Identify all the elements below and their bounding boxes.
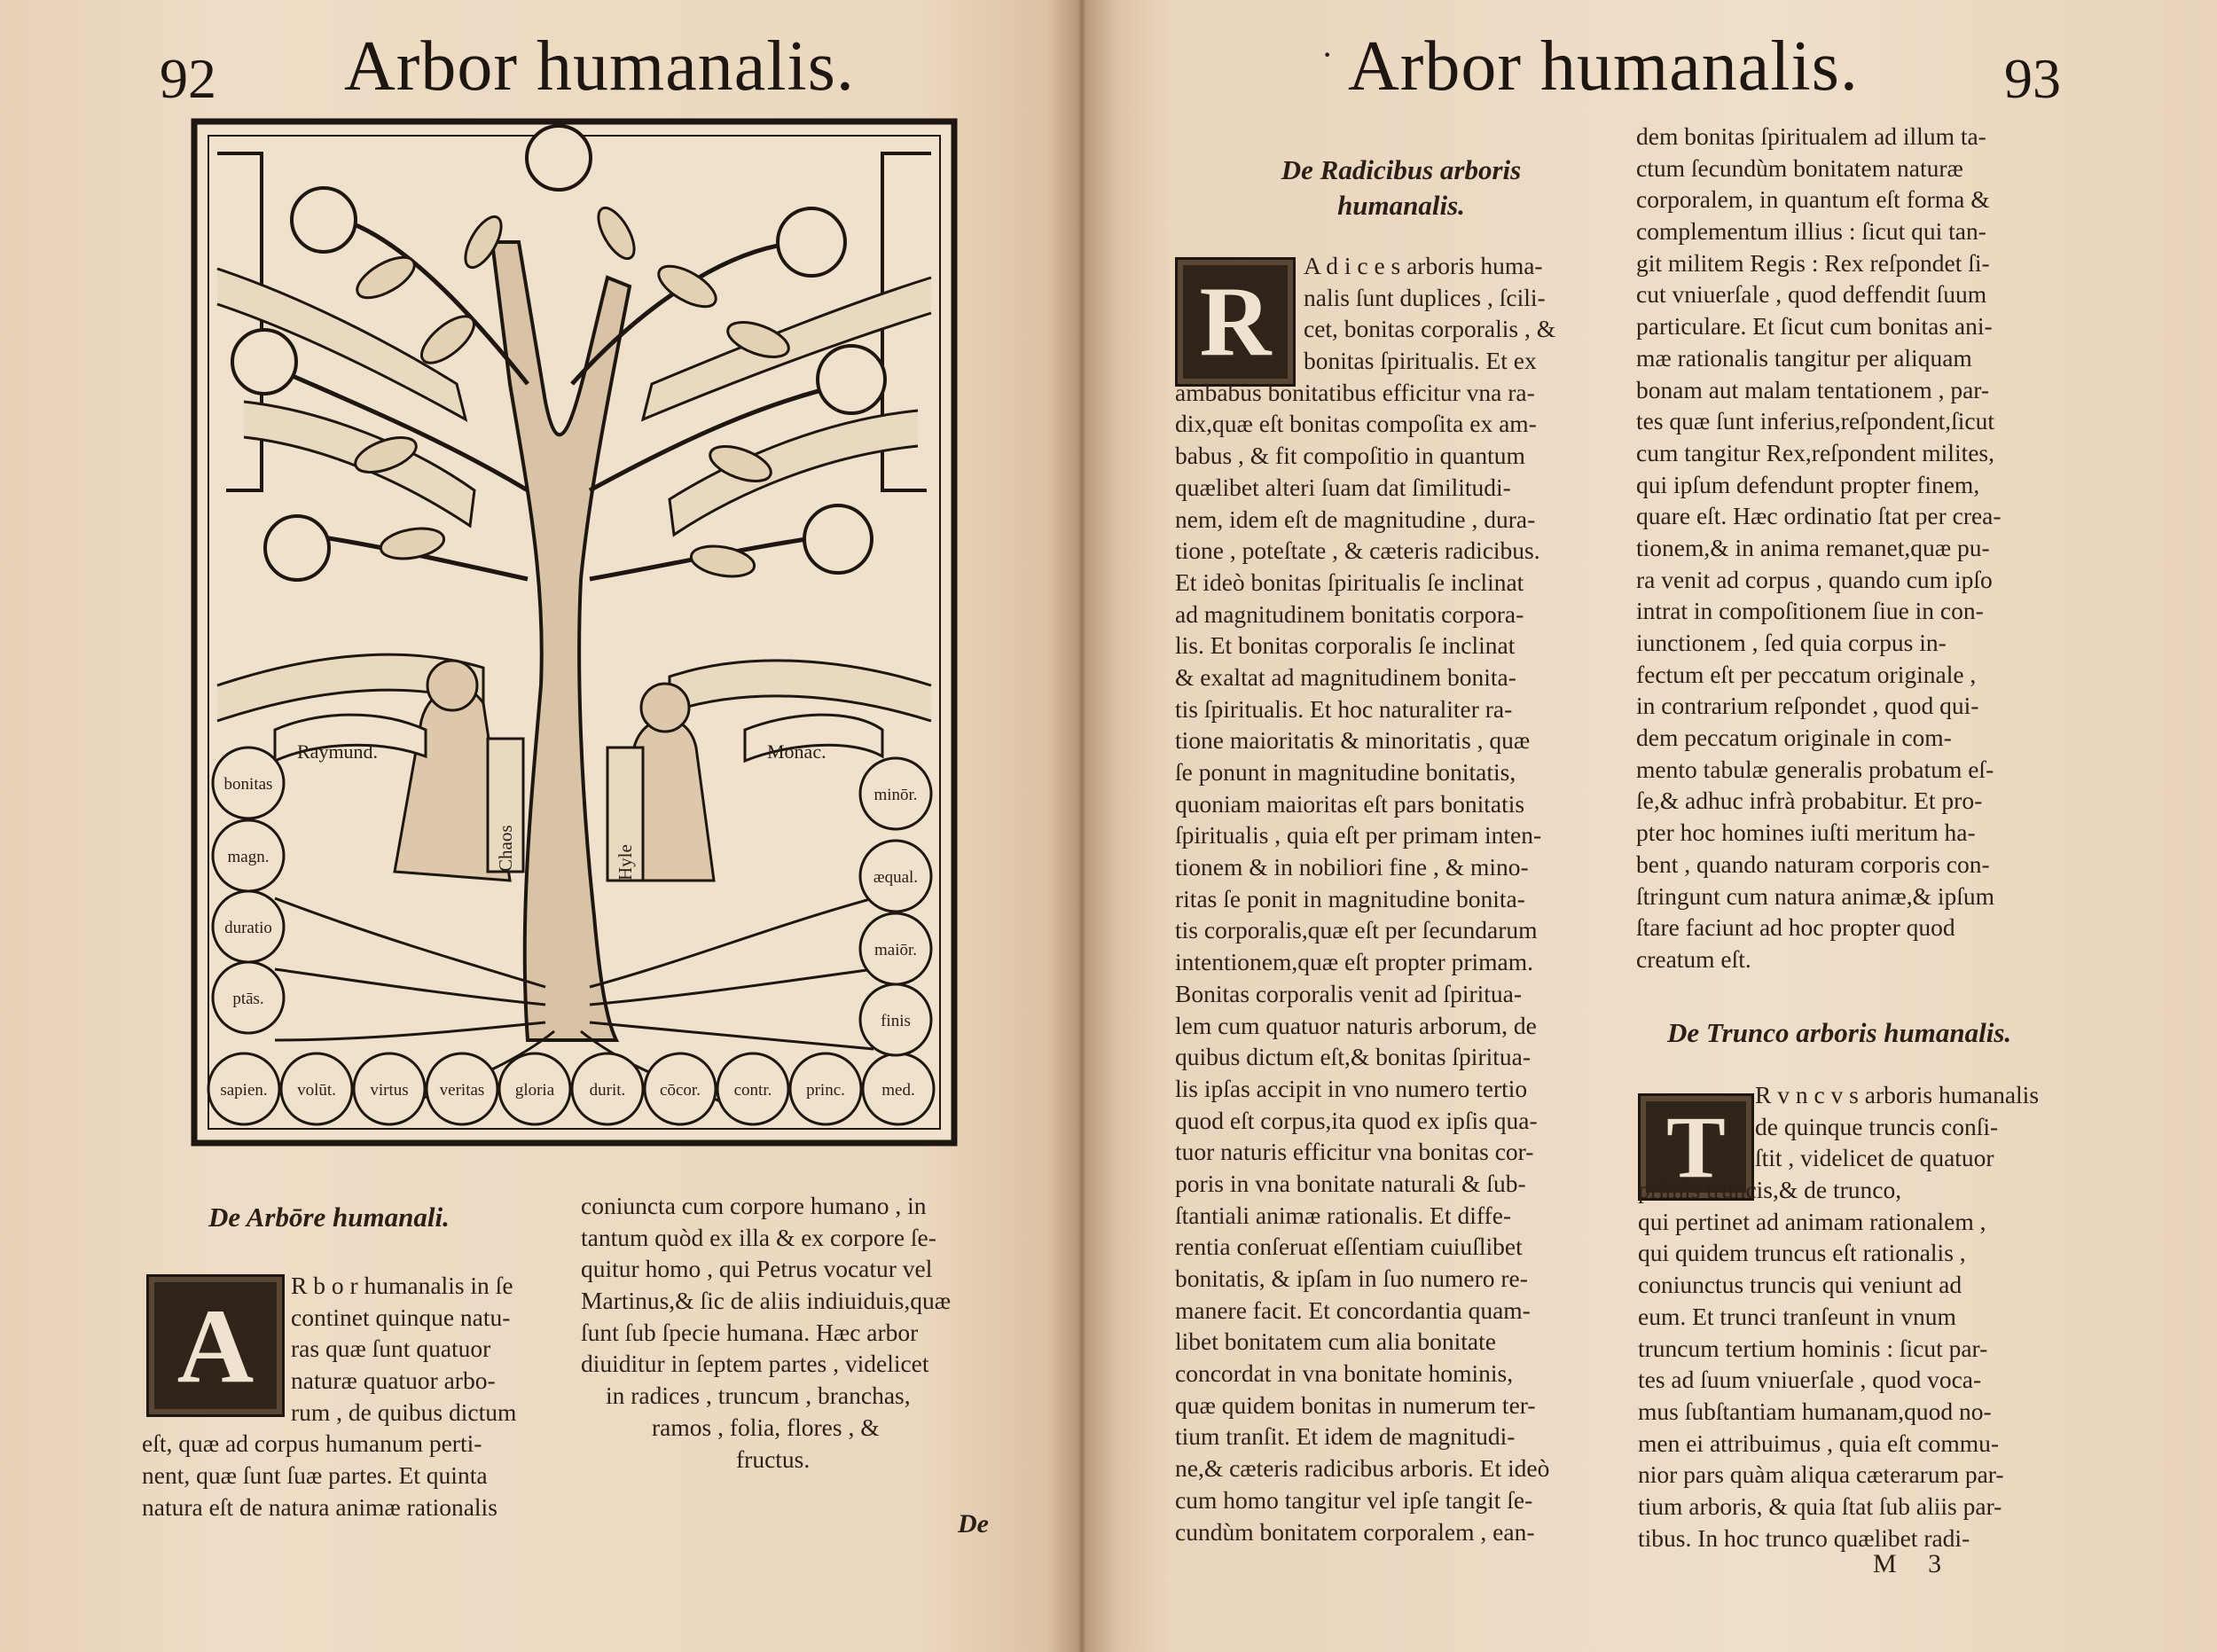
woodcut-circle-label: princ. [806,1081,845,1100]
text-line: coniuncta cum corpore humano , in [581,1192,927,1219]
text-line: dem peccatum originale in com- [1636,724,1952,752]
page-number-left: 92 [160,47,216,110]
text-line: Bonitas corporalis venit ad ſpiritua- [1175,979,1523,1007]
text-line: tuor naturis efficitur vna bonitas cor- [1175,1138,1534,1166]
text-line: men ei attribuimus , quia eſt commu- [1638,1429,2000,1457]
text-line: rentia conſeruat eſſentiam cuiuſlibet [1175,1233,1523,1261]
text-line: tione maioritatis & minoritatis , quæ [1175,726,1531,755]
woodcut-circle-label: finis [881,1012,911,1030]
text-line: nalis ſunt duplices , ſcili- [1304,283,1546,311]
text-line: in contrarium reſpondet , quod qui- [1636,692,1979,720]
text-line: ctum ſecundùm bonitatem naturæ [1636,153,1963,182]
woodcut-label-chaos: Chaos [495,825,516,872]
text-line: lem cum quatuor naturis arborum, de [1175,1011,1537,1039]
text-line: quare eſt. Hæc ordinatio ſtat per crea- [1636,502,2002,530]
text-line: lis ipſas accipit in vno numero tertio [1175,1074,1528,1102]
right-column-2-bottom [1638,1079,2039,1554]
text-line: bonitatis, & ipſam in ſuo numero re- [1175,1264,1528,1292]
text-line: intrat in compoſitionem ſiue in con- [1636,597,1984,625]
text-line: quoniam maioritas eſt pars bonitatis [1175,789,1525,818]
text-line: nent, quæ ſunt ſuæ partes. Et quinta [142,1461,488,1490]
text-line: tes quæ ſunt inferius,reſpondent,ſicut [1636,407,1995,435]
text-line: cum homo tangitur vel ipſe tangit ſe- [1175,1485,1533,1514]
text-line: truncum tertium hominis : ſicut par- [1638,1334,1988,1362]
text-line: rum , de quibus dictum [291,1398,517,1426]
dropcap-a-letter: A [176,1286,255,1405]
tree-woodcut-illustration [191,118,958,1147]
text-line: tes ad ſuum vniuerſale , quod voca- [1638,1366,1982,1394]
section-heading-line: De Radicibus arboris [1281,154,1522,185]
text-line: tis corporalis,quæ eſt per ſecundarum [1175,916,1538,944]
text-line: eum. Et trunci tranſeunt in vnum [1638,1302,1956,1330]
text-line: poris in vna bonitate naturali & ſub- [1175,1169,1526,1197]
text-line: qui quidem truncus eſt rationalis , [1638,1239,1966,1267]
text-line: lis. Et bonitas corporalis ſe inclinat [1175,631,1516,660]
woodcut-circle-label: bonitas [223,775,273,794]
text-line: concordat in vna bonitate hominis, [1175,1359,1514,1388]
text-line: ra venit ad corpus , quando cum ipſo [1636,565,1993,593]
text-line: intentionem,quæ eſt propter primam. [1175,948,1534,976]
left-column-2 [581,1190,951,1475]
text-line: ſe ponunt in magnitudine bonitatis, [1175,758,1516,786]
printer-mark: · [1321,35,1334,74]
woodcut-circle-label: gloria [514,1081,555,1100]
right-column-2-top [1636,121,2002,975]
left-column-1 [142,1270,516,1523]
text-line: nior pars quàm aliqua cæterarum par- [1638,1460,2004,1489]
text-line: mento tabulæ generalis probatum eſ- [1636,755,1994,783]
text-line: git militem Regis : Rex reſpondet ſi- [1636,248,1990,277]
text-line: fectum eſt per peccatum originale , [1636,660,1977,688]
right-column-1 [1175,250,1555,1547]
woodcut-circle-label: cōcor. [660,1081,701,1100]
woodcut-circle-label: volūt. [297,1081,336,1100]
text-line: ſtare faciunt ad hoc propter quod [1636,913,1955,942]
text-line: eſt, quæ ad corpus humanum perti- [142,1429,482,1458]
text-line: nem, idem eſt de magnitudine , dura- [1175,505,1536,533]
woodcut-caption: De Arbōre humanali. [208,1202,450,1233]
text-line: Et ideò bonitas ſpiritualis ſe inclinat [1175,568,1524,596]
woodcut-circle-label: æqual. [873,868,919,887]
text-line: ad magnitudinem bonitatis corpora- [1175,599,1524,628]
catchword: De [958,1509,989,1538]
text-line: tione , poteſtate , & cæteris radicibus. [1175,536,1540,565]
running-head-left: Arbor humanalis. [344,27,855,106]
section-heading-radicibus [1242,153,1561,223]
text-line: particulare. Et ſicut cum bonitas ani- [1636,312,1993,341]
text-line: ras quæ ſunt quatuor [291,1335,491,1363]
section-heading-line: humanalis. [1337,190,1465,221]
text-line: tionem,& in anima remanet,quæ pu- [1636,533,1990,561]
text-line: fructus. [736,1445,811,1473]
text-line: tibus. In hoc trunco quælibet radi- [1638,1523,1970,1552]
text-line: bonitas ſpiritualis. Et ex [1304,347,1537,375]
text-line: A d i c e s arboris huma- [1304,252,1543,279]
text-line: dix,quæ eſt bonitas compoſita ex am- [1175,410,1537,438]
text-line: ritas ſe ponit in magnitudine bonita- [1175,884,1525,912]
woodcut-circle-label: duratio [224,919,272,937]
text-line: creatum eſt. [1636,944,1751,973]
text-line: naturæ quatuor arbo- [291,1366,496,1395]
text-line: ſe,& adhuc infrà probabitur. Et pro- [1636,787,1983,815]
running-head-right: Arbor humanalis. [1348,27,1859,106]
text-line: cundùm bonitatem corporalem , ean- [1175,1517,1535,1546]
woodcut-circle-label: ptās. [232,990,264,1008]
text-line: corporalem, in quantum eſt forma & [1636,185,1990,214]
right-page [1077,0,2217,1652]
text-line: babus , & fit compoſitio in quantum [1175,442,1525,470]
text-line: ſpiritualis , quia eſt per primam inten- [1175,821,1542,849]
text-line: quitur homo , qui Petrus vocatur vel [581,1255,933,1283]
text-line: complementum illius : ſicut qui tan- [1636,217,1986,246]
text-line: tis ſpiritualis. Et hoc naturaliter ra- [1175,694,1513,723]
woodcut-circle-label: maiōr. [873,941,918,959]
text-line: tionem & in nobiliori fine , & mino- [1175,853,1529,881]
text-line: cet, bonitas corporalis , & [1304,315,1556,343]
text-line: primis truncis,& de trunco, [1638,1176,1902,1204]
text-line: natura eſt de natura animæ rationalis [142,1492,497,1521]
text-line: quibus dictum eſt,& bonitas ſpiritua- [1175,1043,1531,1071]
text-line: ſunt ſub ſpecie humana. Hæc arbor [581,1318,919,1346]
text-line: dem bonitas ſpiritualem ad illum ta- [1636,122,1986,150]
woodcut-circle-label: virtus [370,1081,409,1100]
dropcap-t-letter: T [1666,1098,1726,1196]
woodcut-circle-label: durit. [589,1081,626,1100]
woodcut-circle-label: contr. [733,1081,772,1100]
left-page [0,0,1077,1652]
woodcut-name-monac: Monac. [767,740,826,763]
text-line: bent , quando naturam corporis con- [1636,849,1990,878]
text-line: iunctionem , ſed quia corpus in- [1636,629,1947,656]
text-line: qui pertinet ad animam rationalem , [1638,1207,1986,1235]
text-line: coniunctus truncis qui veniunt ad [1638,1271,1962,1299]
section-heading-trunco: De Trunco arboris humanalis. [1667,1017,2012,1048]
woodcut-circle-label: med. [881,1081,915,1100]
text-line: continet quinque natu- [291,1303,511,1331]
text-line: pter hoc homines iuſti meritum ha- [1636,818,1976,847]
text-line: cut vniuerſale , quod deffendit ſuum [1636,280,1987,309]
text-line: manere facit. Et concordantia quam- [1175,1296,1531,1324]
text-line: in radices , truncum , branchas, [606,1382,911,1410]
woodcut-label-hyle: Hyle [615,844,636,881]
text-line: quælibet alteri ſuam dat ſimilitudi- [1175,473,1511,501]
text-line: ambabus bonitatibus efficitur vna ra- [1175,378,1535,406]
text-line: libet bonitatem cum alia bonitate [1175,1327,1496,1356]
text-line: tium arboris, & quia ſtat ſub aliis par- [1638,1491,2002,1520]
text-line: qui ipſum defendunt propter finem, [1636,470,1980,498]
text-line: de quinque truncis conſi- [1755,1112,1999,1140]
page-number-right: 93 [2004,47,2061,110]
text-line: mus ſubſtantiam humanam,quod no- [1638,1397,1992,1425]
text-line: R v n c v s arboris humanalis [1755,1081,2040,1108]
text-line: mæ rationalis tangitur per aliquam [1636,343,1972,372]
woodcut-circle-label: veritas [439,1081,485,1100]
text-line: quæ quidem bonitas in numerum ter- [1175,1390,1536,1419]
text-line: diuiditur in ſeptem partes , videlicet [581,1350,929,1378]
woodcut-circle-label: sapien. [220,1081,268,1100]
text-line: ſtringunt cum natura animæ,& ipſum [1636,881,1995,910]
woodcut-name-raymund: Raymund. [297,740,379,763]
woodcut-circle-label: minōr. [873,786,918,804]
text-line: & exaltat ad magnitudinem bonita- [1175,662,1516,691]
signature-mark: M 3 [1873,1549,1955,1578]
text-line: ſtantiali animæ rationalis. Et diffe- [1175,1201,1512,1229]
dropcap-r-letter: R [1199,266,1272,377]
text-line: R b o r humanalis in ſe [291,1272,513,1299]
text-line: ramos , folia, flores , & [652,1413,880,1441]
text-line: ſtit , videlicet de quatuor [1755,1144,1994,1172]
text-line: Martinus,& ſic de aliis indiuiduis,quæ [581,1287,952,1315]
text-line: bonam aut malam tentationem , par- [1636,375,1990,403]
text-line: ne,& cæteris radicibus arboris. Et ideò [1175,1454,1550,1483]
woodcut-circle-label: magn. [227,848,270,866]
text-line: quod eſt corpus,ita quod ex ipſis qua- [1175,1106,1538,1134]
text-line: tium tranſit. Et idem de magnitudi- [1175,1422,1516,1451]
text-line: cum tangitur Rex,reſpondent milites, [1636,438,1995,466]
text-line: tantum quòd ex illa & ex corpore ſe- [581,1223,936,1251]
